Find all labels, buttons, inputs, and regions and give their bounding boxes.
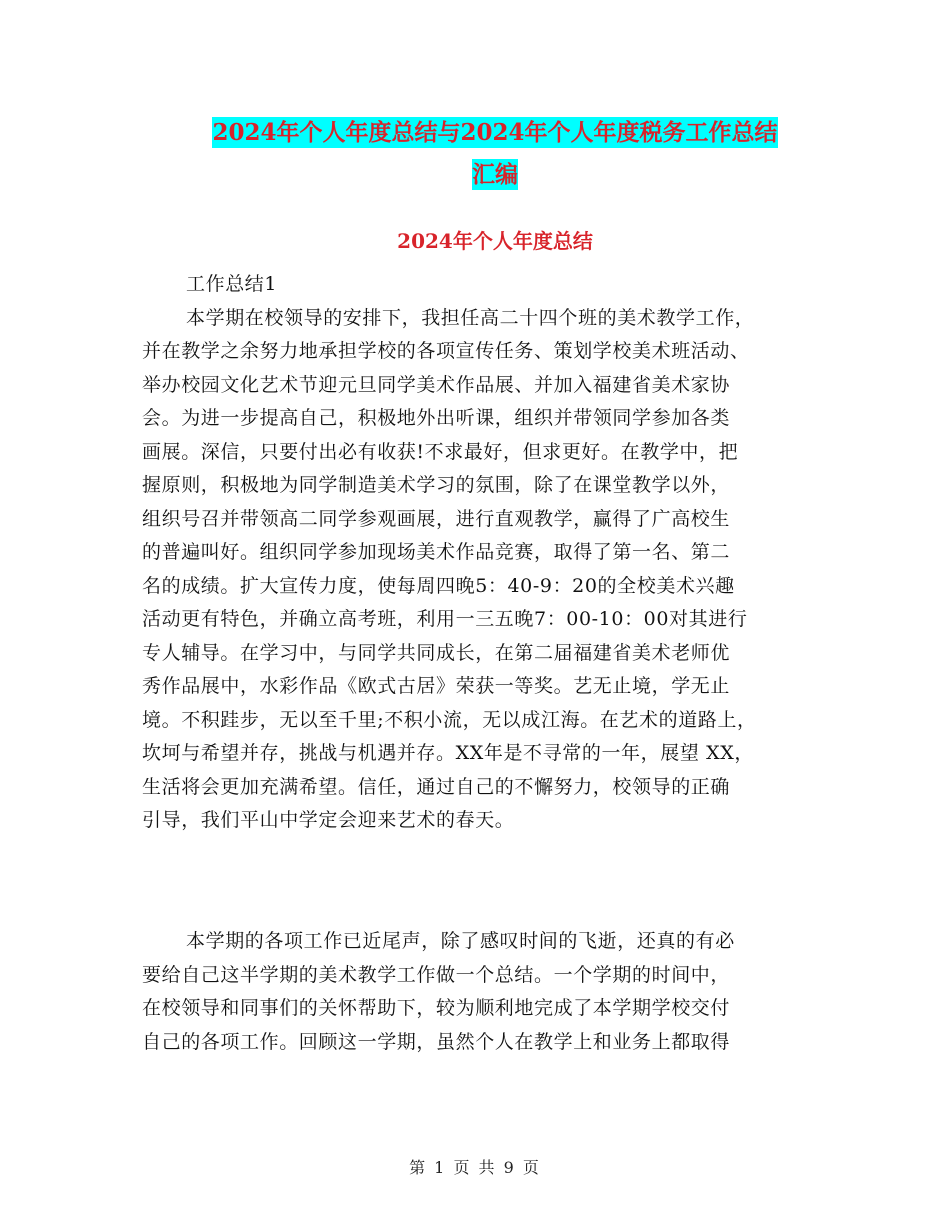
- paragraph-line: 秀作品展中，水彩作品《欧式古居》荣获一等奖。艺无止境，学无止: [142, 675, 731, 697]
- paragraph-line: 会。为进一步提高自己，积极地外出听课，组织并带领同学参加各类: [142, 407, 731, 429]
- document-title-line-1: [140, 114, 850, 147]
- section-title: 2024年个人年度总结: [397, 229, 593, 253]
- paragraph-line: 在校领导和同事们的关怀帮助下，较为顺利地完成了本学期学校交付: [142, 997, 731, 1019]
- paragraph-line: 坎坷与希望并存，挑战与机遇并存。XX年是不寻常的一年，展望 XX，: [142, 742, 754, 764]
- document-title-line-2: [140, 156, 850, 189]
- paragraph-line: 的普遍叫好。组织同学参加现场美术作品竞赛，取得了第一名、第二: [142, 541, 731, 563]
- title-highlight: 汇编: [472, 161, 518, 188]
- paragraph-line: 举办校园文化艺术节迎元旦同学美术作品展、并加入福建省美术家协: [142, 373, 731, 396]
- paragraph-line: 本学期的各项工作已近尾声，除了感叹时间的飞逝，还真的有必: [186, 930, 735, 952]
- body-block-1: [142, 268, 832, 838]
- paragraph-line: 握原则，积极地为同学制造美术学习的氛围，除了在课堂教学以外，: [142, 474, 731, 496]
- paragraph-line: 名的成绩。扩大宣传力度，使每周四晚5：40-9：20的全校美术兴趣: [142, 574, 735, 597]
- title-highlight: 2024年个人年度总结与2024年个人年度税务工作总结: [212, 119, 778, 146]
- body-block-2: [142, 925, 832, 1059]
- paragraph-line: 境。不积跬步，无以至千里;不积小流，无以成江海。在艺术的道路上，: [142, 708, 757, 731]
- paragraph-line: 自己的各项工作。回顾这一学期，虽然个人在教学上和业务上都取得: [142, 1030, 731, 1053]
- paragraph-line: 组织号召并带领高二同学参观画展，进行直观教学，赢得了广高校生: [142, 507, 731, 530]
- subheading: 工作总结1: [186, 273, 278, 295]
- paragraph-line: 活动更有特色，并确立高考班，利用一三五晚7：00-10：00对其进行: [142, 608, 748, 630]
- paragraph-line: 本学期在校领导的安排下，我担任高二十四个班的美术教学工作，: [186, 306, 755, 329]
- paragraph-line: 并在教学之余努力地承担学校的各项宣传任务、策划学校美术班活动、: [142, 340, 750, 362]
- paragraph-line: 画展。深信，只要付出必有收获!不求最好，但求更好。在教学中，把: [142, 440, 739, 463]
- paragraph-line: 生活将会更加充满希望。信任，通过自己的不懈努力，校领导的正确: [142, 775, 731, 798]
- paragraph-line: 引导，我们平山中学定会迎来艺术的春天。: [142, 809, 515, 831]
- paragraph-line: 要给自己这半学期的美术教学工作做一个总结。一个学期的时间中，: [142, 963, 731, 986]
- paragraph-line: 专人辅导。在学习中，与同学共同成长，在第二届福建省美术老师优: [142, 641, 731, 664]
- page-number-footer: 第 1 页 共 9 页: [409, 1158, 541, 1177]
